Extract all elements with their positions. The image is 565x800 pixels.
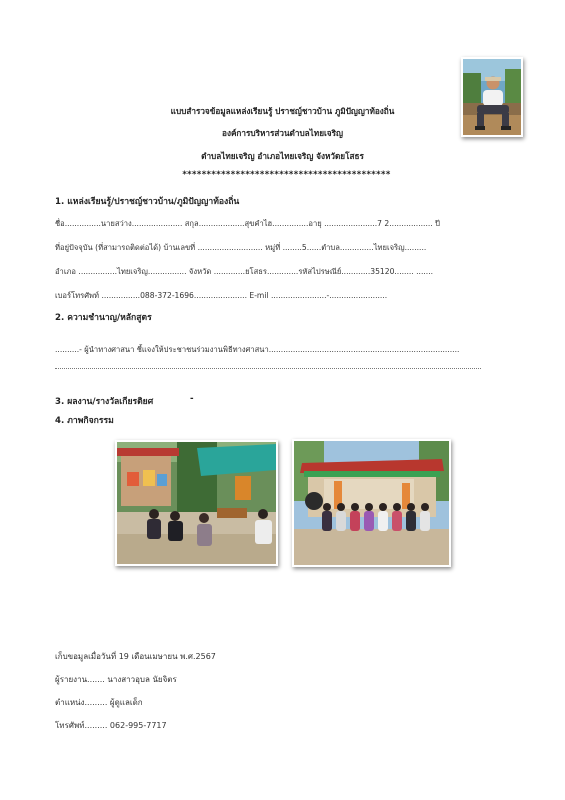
section3-heading: 3. ผลงาน/รางวัลเกียรติยศ (55, 397, 154, 407)
expertise-line: ..........- ผู้นำทางศาสนา ชี้แจงให้ประชาชนร่วมงานพิธีทางศาสนา............................................................................... (55, 345, 460, 354)
dotted-rule (55, 368, 481, 369)
district-line: อำเภอ ................ไทยเจริญ................ จังหวัด .............ยโสธร.............รหัสไปรษณีย์............35120........ ....... (55, 267, 434, 276)
section3-value: - (190, 394, 194, 404)
portrait-photo (461, 57, 523, 137)
star-separator: ******************************************* (182, 170, 391, 180)
reporter-phone: โทรศัพท์......... 062-995-7717 (55, 721, 167, 730)
phone-email-line: เบอร์โทรศัพท์ ................088-372-1696...................... E-mil .......................-........................ (55, 291, 388, 300)
reporter-line: ผู้รายงาน....... นางสาวอุบล นัยจิตร (55, 675, 177, 684)
activity-photo-1 (115, 440, 278, 566)
form-title: แบบสำรวจข้อมูลแหล่งเรียนรู้ ปราชญ์ชาวบ้าน ภูมิปัญญาท้องถิ่น (170, 106, 395, 116)
collection-date: เก็บขอมูลเมื่อวันที่ 19 เดือนเมษายน พ.ศ.2567 (55, 652, 216, 661)
section4-heading: 4. ภาพกิจกรรม (55, 416, 114, 426)
name-line: ชื่อ...............นายสว่าง..................... สกุล...................สุขคำไฮ...............อายุ ......................7 2.................. ปี (55, 219, 440, 228)
address-line: ที่อยู่ปัจจุบัน (ที่สามารถติดต่อได้) บ้านเลขที่ ........................... หมู่ที่ ........5......ตำบล..............ไทยเจริญ......... (55, 243, 427, 252)
organization-name: องค์การบริหารส่วนตำบลไทยเจริญ (222, 128, 343, 138)
position-line: ตำแหน่ง......... ผู้ดูแลเด็ก (55, 698, 143, 707)
activity-photo-2 (292, 439, 451, 567)
section2-heading: 2. ความชำนาญ/หลักสูตร (55, 313, 152, 323)
section1-heading: 1. แหล่งเรียนรู้/ปราชญ์ชาวบ้าน/ภูมิปัญญาท้องถิ่น (55, 197, 240, 207)
location-line: ตำบลไทยเจริญ อำเภอไทยเจริญ จังหวัดยโสธร (201, 151, 364, 161)
